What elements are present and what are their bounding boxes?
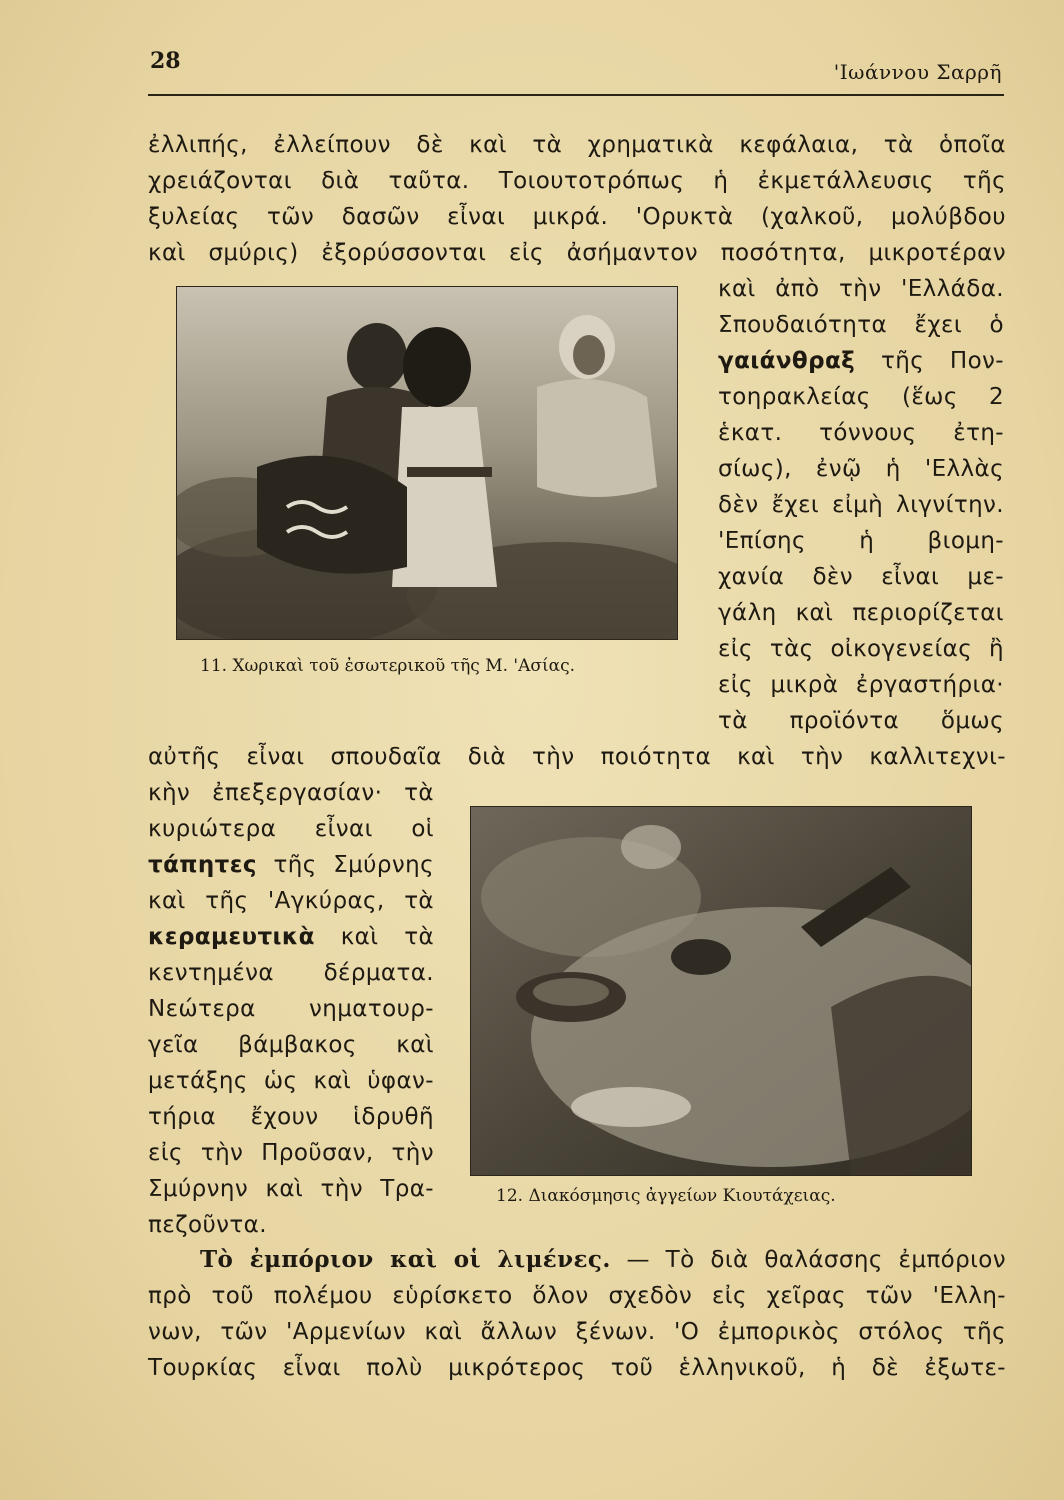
text-line: κυριώτερα εἶναι οἱ	[148, 816, 434, 842]
text-line: ἐλλιπής, ἐλλείπουν δὲ καὶ τὰ χρηματικὰ κεφάλαια, τὰ ὁποῖα	[148, 132, 1006, 158]
text-line: σίως), ἐνῷ ἡ 'Ελλὰς	[718, 456, 1004, 482]
text-line	[148, 847, 434, 883]
text-line: 'Επίσης ἡ βιομη-	[718, 528, 1004, 554]
text-line: εἰς μικρὰ ἐργαστήρια·	[718, 672, 1004, 698]
text-line: πρὸ τοῦ πολέμου εὑρίσκετο ὅλον σχεδὸν εἰς χεῖρας τῶν 'Ελλη-	[148, 1283, 1006, 1309]
running-header-author: 'Ιωάννου Σαρρῆ	[833, 60, 1002, 84]
text-line: ξυλείας τῶν δασῶν εἶναι μικρά. 'Ορυκτὰ (χαλκοῦ, μολύβδου	[148, 204, 1006, 230]
text-line: πεζοῦντα.	[148, 1212, 267, 1238]
text-line: ἑκατ. τόννους ἐτη-	[718, 420, 1004, 446]
pottery-decoration-photo-illustration	[471, 807, 971, 1175]
page-number: 28	[150, 48, 181, 74]
figure-11-caption: 11. Χωρικαὶ τοῦ ἐσωτερικοῦ τῆς Μ. 'Ασίας.	[200, 656, 576, 676]
text-line: Σμύρνην καὶ τὴν Τρα-	[148, 1176, 434, 1202]
text-line: κεντημένα δέρματα.	[148, 960, 434, 986]
text-line: καὶ σμύρις) ἐξορύσσονται εἰς ἀσήμαντον ποσότητα, μικροτέραν	[148, 240, 1006, 266]
village-women-photo-illustration	[177, 287, 677, 639]
text-fragment: — Τὸ διὰ θαλάσσης ἐμπόριον	[626, 1247, 1006, 1273]
text-line: νων, τῶν 'Αρμενίων καὶ ἄλλων ξένων. 'Ο ἐμπορικὸς στόλος τῆς	[148, 1319, 1006, 1345]
text-fragment: καὶ τὰ	[340, 924, 435, 950]
text-line: μετάξης ὡς καὶ ὑφαν-	[148, 1068, 434, 1094]
text-line: Νεώτερα νηματουρ-	[148, 996, 434, 1022]
section-heading: Τὸ ἐμπόριον καὶ οἱ λιμένες.	[200, 1246, 611, 1273]
text-line: καὶ ἀπὸ τὴν 'Ελλάδα.	[718, 276, 1004, 302]
section-first-line	[200, 1242, 1006, 1278]
text-line: καὶ τῆς 'Αγκύρας, τὰ	[148, 888, 434, 914]
text-line: κὴν ἐπεξεργασίαν· τὰ	[148, 780, 434, 806]
bold-term-coal: γαιάνθραξ	[718, 348, 856, 374]
text-line: τήρια ἔχουν ἱδρυθῆ	[148, 1104, 434, 1130]
text-fragment: τῆς Πον-	[880, 348, 1005, 374]
text-line: τοηρακλείας (ἕως 2	[718, 384, 1004, 410]
text-line: δὲν ἔχει εἰμὴ λιγνίτην.	[718, 492, 1004, 518]
bold-term-ceramics: κεραμευτικὰ	[148, 924, 315, 950]
text-line: Σπουδαιότητα ἔχει ὁ	[718, 312, 1004, 338]
text-line: εἰς τὴν Προῦσαν, τὴν	[148, 1140, 434, 1166]
text-line: αὐτῆς εἶναι σπουδαῖα διὰ τὴν ποιότητα καὶ τὴν καλλιτεχνι-	[148, 744, 1006, 770]
bold-term-carpets: τάπητες	[148, 852, 257, 878]
text-fragment: τῆς Σμύρνης	[273, 852, 434, 878]
text-line: γεῖα βάμβακος καὶ	[148, 1032, 434, 1058]
figure-12-caption: 12. Διακόσμησις ἀγγείων Κιουτάχειας.	[496, 1186, 836, 1206]
header-rule	[148, 94, 1004, 96]
text-line: τὰ προϊόντα ὅμως	[718, 708, 1004, 734]
text-line: χρειάζονται διὰ ταῦτα. Τοιουτοτρόπως ἡ ἐκμετάλλευσις τῆς	[148, 168, 1006, 194]
figure-11-photo	[176, 286, 678, 640]
text-line: Τουρκίας εἶναι πολὺ μικρότερος τοῦ ἑλληνικοῦ, ἡ δὲ ἐξωτε-	[148, 1355, 1006, 1381]
text-line: γάλη καὶ περιορίζεται	[718, 600, 1004, 626]
text-line	[148, 919, 434, 955]
text-line: χανία δὲν εἶναι με-	[718, 564, 1004, 590]
text-line: εἰς τὰς οἰκογενείας ἢ	[718, 636, 1004, 662]
figure-12-photo	[470, 806, 972, 1176]
text-line	[718, 343, 1004, 379]
